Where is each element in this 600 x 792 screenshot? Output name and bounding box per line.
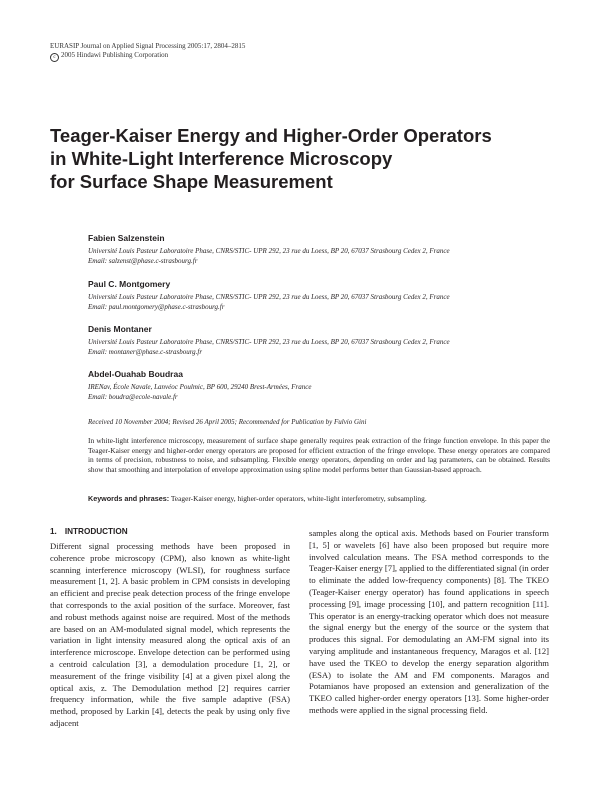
section-number: 1. (50, 527, 57, 536)
author-block (88, 279, 578, 312)
body-left-column: Different signal processing methods have been proposed in coherence probe microscopy (CPM), also known as white-light scanning interference microscopy (WLSI), for roughness surface measurement [1, 2]. A basic problem in CPM consists in developing an efficient and precise peak detection process of the fringe envelope that corresponds to the axial position of the surface. Moreover, fast and robust methods against noise are required. Most of the methods are based on an AM-modulated signal model, which represents the variation in light intensity measured along the optical axis of an interference microscope. Envelope detection can be performed using a centroid calculation [3], a demodulation procedure [1, 2], or measurement of the fringe visibility [4] at a given pixel along the optical axis, z. The Demodulation method [2] requires carrier frequency information, while the five sample adaptive (FSA) method, proposed by Larkin [4], detects the peak by using only five adjacent (50, 541, 290, 728)
journal-header: EURASIP Journal on Applied Signal Processing 2005:17, 2804–2815 (50, 42, 246, 50)
author-block (88, 233, 578, 266)
author-affiliation: Université Louis Pasteur Laboratoire Phase, CNRS/STIC- UPR 292, 23 rue du Loess, BP 20, 67037 Strasbourg Cedex 2, France (88, 293, 450, 301)
paper-title (50, 124, 570, 193)
copyright-icon: c (50, 53, 59, 62)
title-line: Teager-Kaiser Energy and Higher-Order Operators (50, 125, 492, 146)
author-block (88, 324, 578, 357)
keywords-label: Keywords and phrases: (88, 494, 170, 503)
copyright-line (50, 51, 168, 62)
received-dates: Received 10 November 2004; Revised 26 April 2005; Recommended for Publication by Fulvio Gini (88, 418, 367, 426)
title-line: in White-Light Interference Microscopy (50, 148, 393, 169)
title-line: for Surface Shape Measurement (50, 171, 333, 192)
author-email: Email: boudra@ecole-navale.fr (88, 392, 178, 401)
author-email: Email: paul.montgomery@phase.c-strasbourg.fr (88, 302, 225, 311)
copyright-text: 2005 Hindawi Publishing Corporation (61, 51, 169, 59)
section-heading (50, 527, 128, 536)
author-email: Email: salzenst@phase.c-strasbourg.fr (88, 256, 198, 265)
body-right-column: samples along the optical axis. Methods based on Fourier transform [1, 5] or wavelets [6] have also been proposed but require more involved calculation means. The FSA method corresponds to the Teager-Kaiser energy [7], applied to the differentiated signal (in order to eliminate the added low-frequency components) [8]. The TKEO (Teager-Kaiser energy operator) has found applications in speech processing [9], image processing [10], and pattern recognition [11]. This operator is an energy-tracking operator which does not measure the signal energy but the energy of the source or the system that produces this signal. For demodulating an AM-FM signal into its varying amplitude and instantaneous frequency, Maragos et al. [12] have used the TKEO to develop the energy separation algorithm (ESA) to isolate the AM and FM components. Maragos and Potamianos have proposed an extension and generalization of the TKEO called higher-order energy operators [13]. Some higher-order methods were applied in the signal processing field. (309, 528, 549, 715)
author-affiliation: IRENav, École Navale, Lanvéoc Poulmic, BP 600, 29240 Brest-Armées, France (88, 383, 312, 391)
author-name: Paul C. Montgomery (88, 279, 171, 289)
author-name: Denis Montaner (88, 324, 152, 334)
section-title: INTRODUCTION (64, 527, 128, 536)
keywords-text: Teager-Kaiser energy, higher-order operators, white-light interferometry, subsampling. (170, 494, 427, 503)
author-name: Fabien Salzenstein (88, 233, 165, 243)
author-affiliation: Université Louis Pasteur Laboratoire Phase, CNRS/STIC- UPR 292, 23 rue du Loess, BP 20, 67037 Strasbourg Cedex 2, France (88, 338, 450, 346)
author-affiliation: Université Louis Pasteur Laboratoire Phase, CNRS/STIC- UPR 292, 23 rue du Loess, BP 20, 67037 Strasbourg Cedex 2, France (88, 247, 450, 255)
abstract: In white-light interference microscopy, measurement of surface shape generally requires peak extraction of the fringe function envelope. In this paper the Teager-Kaiser energy and higher-order energy operators are proposed for efficient extraction of the fringe envelope. These energy operators are compared in terms of precision, robustness to noise, and subsampling. Flexible energy operators, depending on order and lag parameters, can be obtained. Results show that smoothing and interpolation of envelope approximation using spline model performs better than Gaussian-based approach. (88, 436, 550, 475)
author-name: Abdel-Ouahab Boudraa (88, 369, 183, 379)
keywords (88, 494, 558, 503)
author-email: Email: montaner@phase.c-strasbourg.fr (88, 347, 203, 356)
author-block (88, 369, 578, 402)
